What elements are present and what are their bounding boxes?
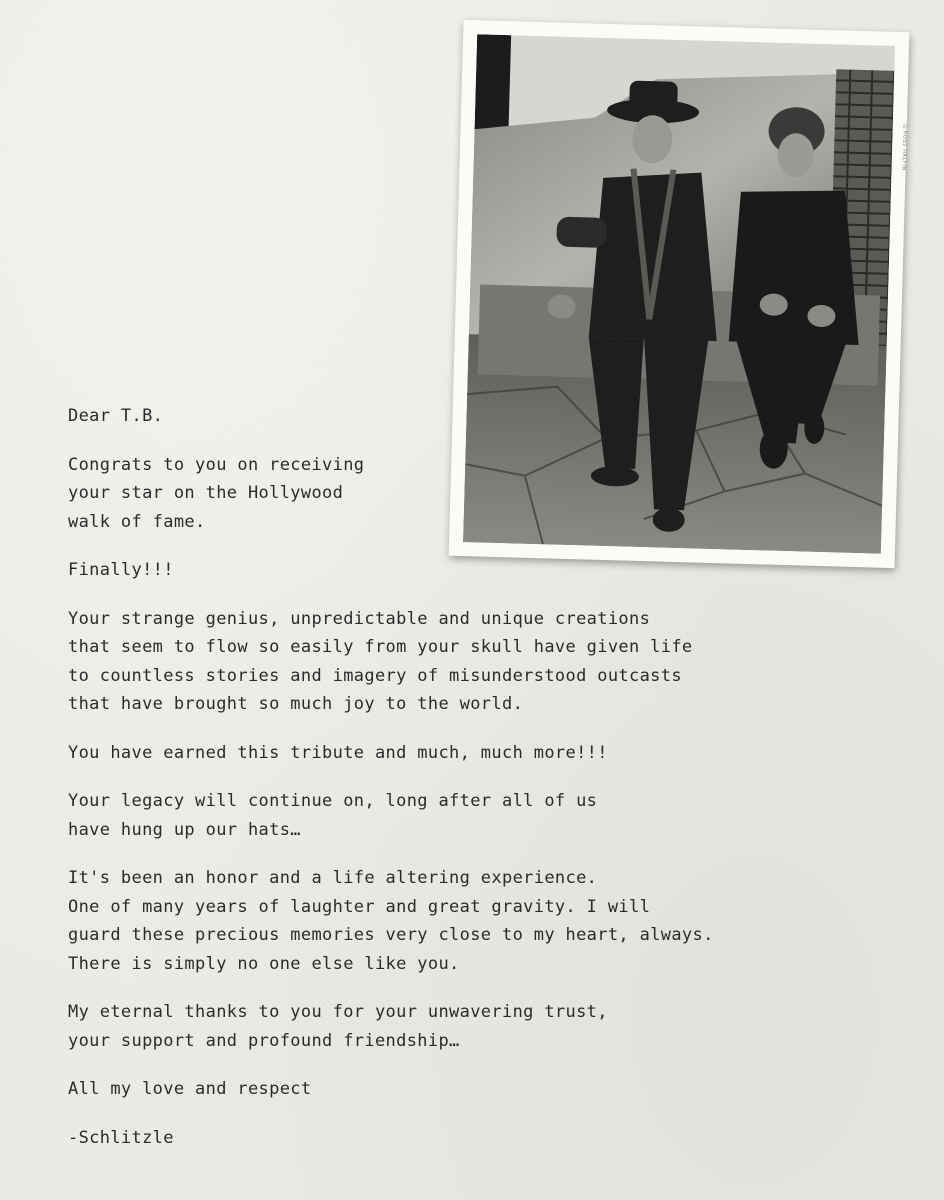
paragraph: It's been an honor and a life altering experience. One of many years of laughter and great gravity. I will guard these precious memories very close to my heart, always. There is simply no one else like you. — [68, 868, 714, 974]
paragraph: You have earned this tribute and much, much more!!! — [68, 742, 608, 763]
paragraph: My eternal thanks to you for your unwavering trust, your support and profound friendship… — [68, 1002, 608, 1051]
paragraph: Your strange genius, unpredictable and unique creations that seem to flow so easily from your skull have given life to countless stories and imagery of misunderstood outcasts that have brought so much joy to the world. — [68, 608, 693, 714]
letter-body — [68, 402, 868, 1172]
salutation: Dear T.B. — [68, 406, 164, 426]
paragraph: Finally!!! — [68, 560, 174, 580]
paragraph: Congrats to you on receiving your star on the Hollywood walk of fame. — [68, 454, 365, 532]
photo-credit: ©ROSS HALFIN — [900, 124, 908, 171]
closing: All my love and respect — [68, 1079, 312, 1099]
paragraph: Your legacy will continue on, long after all of us have hung up our hats… — [68, 791, 598, 840]
signature: -Schlitzle — [68, 1127, 174, 1148]
